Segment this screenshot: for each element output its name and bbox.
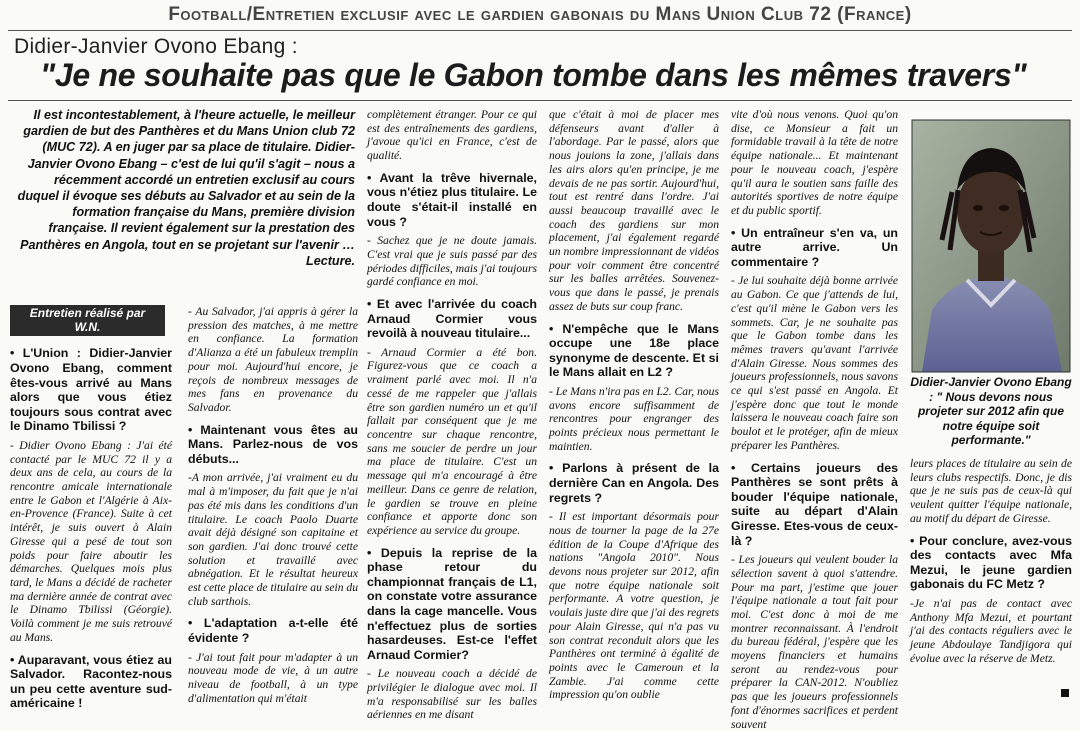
goalkeeper-portrait-image [912, 120, 1070, 372]
interview-answer: - Le Mans n'ira pas en L2. Car, nous avons encore suffisamment de rencontres pour engranger des points précieux nous permettant le maintien. [549, 384, 719, 453]
interview-question: • Maintenant vous êtes au Mans. Parlez-nous de vos débuts... [188, 422, 358, 466]
author-credit [10, 305, 165, 336]
interview-answer: - Je lui souhaite déjà bonne arrivée au Gabon. Ce que j'attends de lui, c'est qu'il mène le Gabon vers les sommets. Car, je ne souhaite pas que le Gabon tombe dans les mêmes travers qu'avant l'arrivée d'Alain Giresse. Nous sommes des joueurs professionnels, nous savons ce qui s'est passé en Angola. Et j'espère donc que tout le monde laissera le nouveau coach faire son boulot et le protéger, afin de mieux préparer les Panthères. [731, 274, 898, 452]
interview-question: • Certains joueurs des Panthères se sont prêts à bouder l'équipe nationale, suite au départ d'Alain Giresse. Etes-vous de ceux-là ? [731, 460, 898, 548]
text-column-5 [731, 108, 898, 731]
text-column-1 [10, 305, 172, 711]
interview-answer: - Le nouveau coach a décidé de privilégier le dialogue avec moi. Il m'a responsabilisé sur les balles aériennes en me disant [367, 667, 537, 722]
interview-answer: leurs places de titulaire au sein de leurs clubs respectifs. Donc, je dis que je ne suis pas de ceux-là qui veulent quitter l'équipe nationale, au motif du départ de Giresse. [910, 457, 1072, 525]
interview-question: • Et avec l'arrivée du coach Arnaud Cormier vous revoilà à nouveau titulaire... [367, 297, 537, 341]
end-of-article-mark [1061, 689, 1069, 697]
text-column-3 [367, 108, 537, 722]
interview-question: • L'Union : Didier-Janvier Ovono Ebang, comment êtes-vous arrivé au Mans alors que vous étiez toujours sous contrat avec le Dinamo Tbilissi ? [10, 346, 172, 434]
interview-answer: - Il est important désormais pour nous de tourner la page de la 27e édition de la Coupe d'Afrique des nations "Angola 2010". Nous devons nous projeter sur 2012, afin que notre équipe nationale soit performante. A votre question, je voulais juste dire que j'ai des regrets pour Alain Giresse, qui n'a pas vu son contrat reconduit alors que les Panthères ont terminé à égalité de points avec le Cameroun et la Zambie. J'ai comme cette impression qu'on oublie [549, 510, 719, 702]
interviewee-name: Didier-Janvier Ovono Ebang : [14, 35, 298, 58]
article-kicker: Football/Entretien exclusif avec le gardien gabonais du Mans Union Club 72 (France) [168, 4, 912, 25]
interview-answer: -A mon arrivée, j'ai vraiment eu du mal à m'imposer, du fait que je n'ai pas été mis dans les conditions d'un titulaire. Le coach Paolo Duarte avait déjà désigné son capitaine et son gardien. J'ai donc trouvé cette solution et travaillé avec abnégation. Et le résultat heureux est cette place de titulaire au sein du club sarthois. [188, 471, 358, 608]
credit-line: Entretien réalisé par [29, 306, 146, 320]
interview-question: • N'empêche que le Mans occupe une 18e place synonyme de descente. Et si le Mans allait en L2 ? [549, 321, 719, 380]
text-column-2 [188, 305, 358, 705]
interview-question: • Un entraîneur s'en va, un autre arrive. Un commentaire ? [731, 225, 898, 269]
text-column-6 [910, 457, 1072, 705]
top-rule [8, 30, 1072, 31]
player-photo [912, 120, 1070, 372]
interview-question: • Parlons à présent de la dernière Can en Angola. Des regrets ? [549, 461, 719, 505]
interview-answer: - Sachez que je ne doute jamais. C'est vrai que je suis passé par des périodes difficiles, mais j'ai toujours gardé confiance en moi. [367, 234, 537, 289]
photo-caption: Didier-Janvier Ovono Ebang : " Nous devons nous projeter sur 2012 afin que notre équipe soit performante." [910, 375, 1072, 448]
interview-answer: - Didier Ovono Ebang : J'ai été contacté par le MUC 72 il y a deux ans de cela, au cours de la rencontre amicale internationale entre le Gabon et l'Algérie à Aix-en-Provence (France). Suite à cet intérêt, je suis ouvert à Alain Giresse qui a pesé de tout son poids pour faire aboutir les démarches. Quelques mois plus tard, le Mans a décidé de racheter ma dernière année de contrat avec le Dinamo Tbilissi (Géorgie). Voilà comment je me suis retrouvé au Mans. [10, 438, 172, 644]
interview-answer: vite d'où nous venons. Quoi qu'on dise, ce Monsieur a fait un formidable travail à la tête de notre équipe nationale... Et maintenant pour le nouveau coach, j'espère qu'il aura le soutien sans faille des autorités sportives de notre équipe et du public sportif. [731, 108, 898, 217]
interview-question: • Depuis la reprise de la phase retour du championnat français de L1, on constate votre assurance dans la cage mancelle. Vous n'effectuez plus de sorties hasardeuses. Est-ce l'effet Arnaud Cormier? [367, 545, 537, 662]
headline: "Je ne souhaite pas que le Gabon tombe dans les mêmes travers" [40, 57, 1027, 93]
text-column-4 [549, 108, 719, 705]
lead-paragraph: Il est incontestablement, à l'heure actuelle, le meilleur gardien de but des Panthères et du Mans Union club 72 (MUC 72). A en juger par sa place de titulaire. Didier-Janvier Ovono Ebang – c'est de lui qu'il s'agit – nous a récemment accordé un entretien exclusif au cours duquel il évoque ses débuts au Salvador et au sein de la formation française du Mans, première division française. Il revient également sur la prestation des Panthères en Angola, tout en se projetant sur l'avenir … Lecture. [17, 108, 355, 268]
interview-question: • Avant la trêve hivernale, vous n'étiez plus titulaire. Le doute s'était-il installé en vous ? [367, 170, 537, 229]
interview-question: • Auparavant, vous étiez au Salvador. Racontez-nous un peu cette aventure sud-américaine ! [10, 652, 172, 711]
interview-answer: - Les joueurs qui veulent bouder la sélection savent à quoi s'attendre. Pour ma part, j'estime que jouer l'équipe nationale a tout fait pour moi. C'est donc à moi de me montrer reconnaissant. À l'endroit du bureau fédéral, j'espère que les moyens financiers et humains seront au rendez-vous pour préparer la CAN-2012. N'oubliez pas que les joueurs professionnels font d'énormes sacrifices et perdent souvent [731, 553, 898, 731]
interview-answer: - Arnaud Cormier a été bon. Figurez-vous que ce coach a vraiment parlé avec moi. Il n'a cessé de me rappeler que j'allais être son gardien numéro un et qu'il fallait par conséquent que je me concentre sur chaque rencontre, sans me soucier de perdre un jour ma place de titulaire. C'est un message qui m'a encouragé à être meilleur. Dans ce genre de relation, le gardien se trouve en pleine confiance et apporte donc son expérience au service du groupe. [367, 345, 537, 537]
interview-answer: -Je n'ai pas de contact avec Anthony Mfa Mezui, et pourtant j'ai des contacts réguliers avec le jeune Abdoulaye Tandjigora qui évolue avec la réserve de Metz. [910, 596, 1072, 665]
interview-answer: - J'ai tout fait pour m'adapter à un nouveau mode de vie, à un autre niveau de football, à un type d'alimentation qui m'était [188, 650, 358, 705]
headline-rule [8, 100, 1072, 101]
credit-author: W.N. [74, 319, 101, 334]
interview-answer: que c'était à moi de placer mes défenseurs avant d'aller à l'abordage. Par le passé, alors que nous jouions la zone, j'allais dans les airs alors qu'en principe, je me devais de ne pas sortir. Aujourd'hui, tout est rentré dans l'ordre. J'ai aussi beaucoup travaillé avec le coach des gardiens sur mon placement, j'ai également regardé un nombre impressionnant de vidéos pour voir comment être concentré sur les balles arrêtées. Souvenez-vous que dans le passé, je prenais assez de buts sur coup franc. [549, 108, 719, 313]
interview-question: • L'adaptation a-t-elle été évidente ? [188, 616, 358, 646]
interview-question: • Pour conclure, avez-vous des contacts avec Mfa Mezui, le jeune gardien gabonais du FC Metz ? [910, 533, 1072, 592]
interview-answer: - Au Salvador, j'ai appris à gérer la pression des matches, à me mettre en confiance. La formation d'Alianza a été un fabuleux tremplin pour moi. Aujourd'hui encore, je reçois de nombreux messages de mes fans en provenance du Salvador. [188, 305, 358, 414]
interview-answer: complètement étranger. Pour ce qui est des entraînements des gardiens, j'avoue qu'ici en France, c'est de qualité. [367, 108, 537, 163]
